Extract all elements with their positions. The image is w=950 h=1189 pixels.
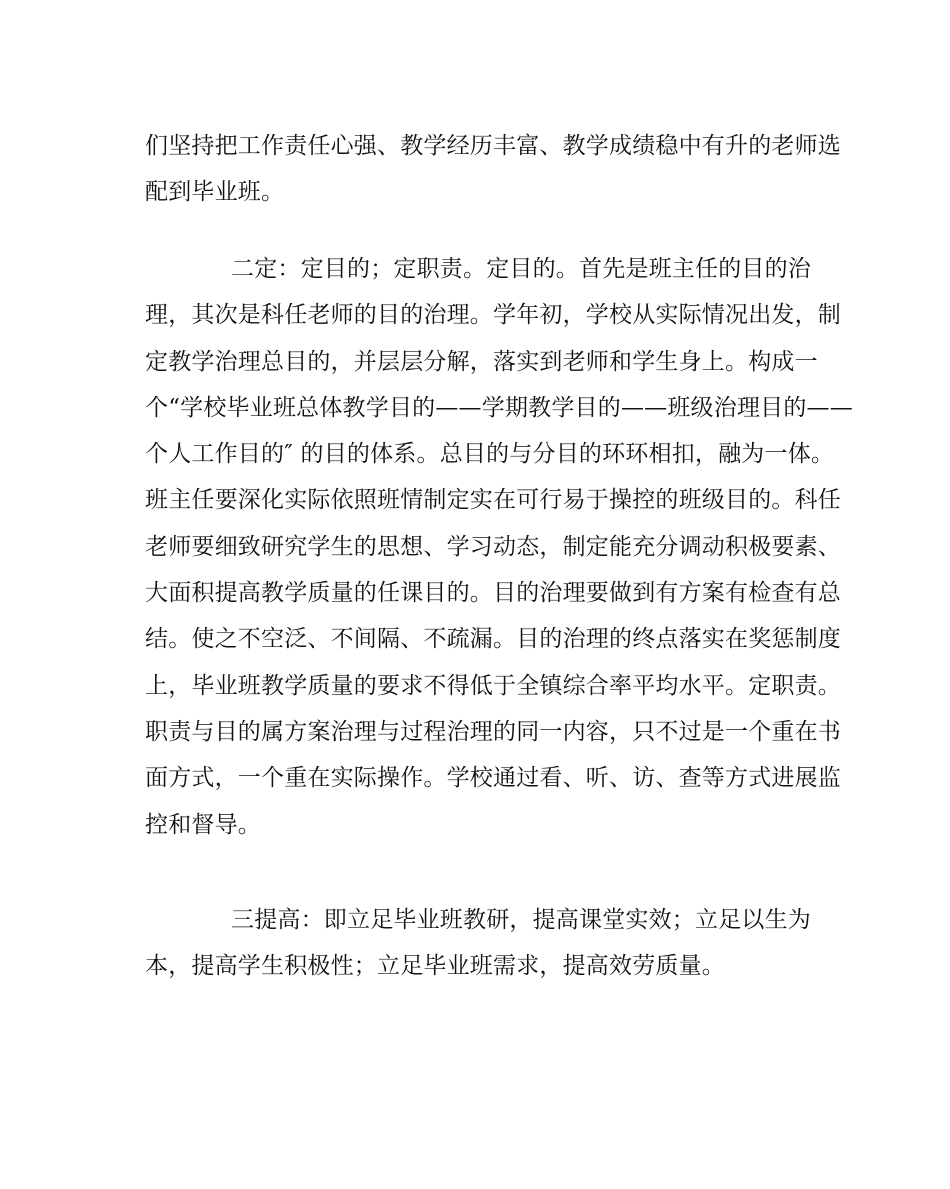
paragraph-line: 个人工作目的″ 的目的体系。总目的与分目的环环相扣，融为一体。	[145, 441, 835, 468]
paragraph-line: 大面积提高教学质量的任课目的。目的治理要做到有方案有检查有总	[145, 580, 841, 607]
paragraph-line: 控和督导。	[145, 811, 261, 838]
paragraph-line: 班主任要深化实际依照班情制定实在可行易于操控的班级目的。科任	[145, 487, 841, 514]
paragraph-line: 结。使之不空泛、不间隔、不疏漏。目的治理的终点落实在奖惩制度	[145, 626, 841, 653]
paragraph-line: 定教学治理总目的，并层层分解，落实到老师和学生身上。构成一	[145, 348, 818, 375]
paragraph-line: 二定：定目的；定职责。定目的。首先是班主任的目的治	[231, 256, 811, 282]
paragraph-line: 老师要细致研究学生的思想、学习动态，制定能充分调动积极要素、	[145, 533, 841, 560]
paragraph-line: 职责与目的属方案治理与过程治理的同一内容，只不过是一个重在书	[145, 718, 841, 745]
paragraph-line: 个“学校毕业班总体教学目的——学期教学目的——班级治理目的——	[145, 394, 853, 421]
paragraph-three-improvements	[145, 897, 811, 990]
paragraph-line: 配到毕业班。	[145, 179, 285, 206]
paragraph-line: 面方式，一个重在实际操作。学校通过看、听、访、查等方式进展监	[145, 765, 841, 792]
paragraph-two-determinations	[145, 246, 853, 848]
paragraph-line: 上，毕业班教学质量的要求不得低于全镇综合率平均水平。定职责。	[145, 672, 841, 699]
paragraph-line: 们坚持把工作责任心强、教学经历丰富、教学成绩稳中有升的老师选	[145, 133, 841, 159]
paragraph-line: 理，其次是科任老师的目的治理。学年初，学校从实际情况出发，制	[145, 302, 841, 329]
paragraph-line: 本，提高学生积极性；立足毕业班需求，提高效劳质量。	[145, 953, 725, 980]
paragraph-continuation	[145, 123, 841, 216]
paragraph-line: 三提高：即立足毕业班教研，提高课堂实效；立足以生为	[231, 907, 811, 933]
